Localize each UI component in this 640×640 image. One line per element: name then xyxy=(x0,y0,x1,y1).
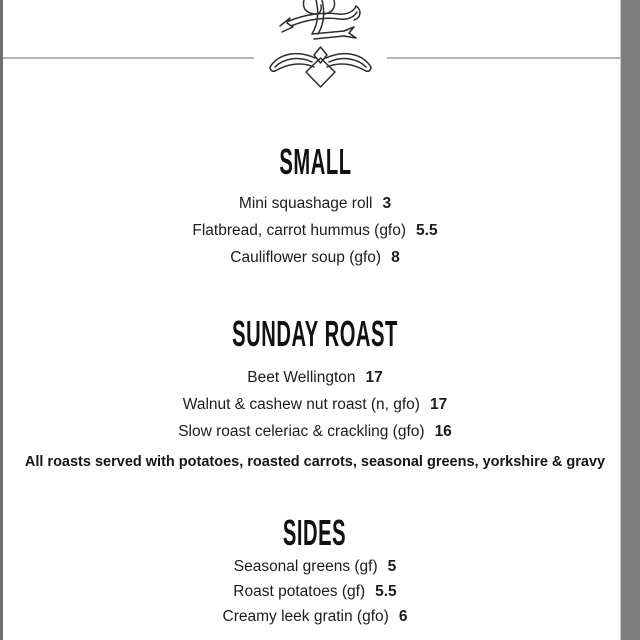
item-price: 16 xyxy=(434,423,452,440)
winged-diamond-icon xyxy=(269,46,372,88)
item-price: 3 xyxy=(382,195,392,212)
item-name: Creamy leek gratin (gfo) xyxy=(222,608,389,625)
menu-item xyxy=(0,217,630,244)
menu-item xyxy=(0,418,630,445)
item-name: Beet Wellington xyxy=(247,369,356,386)
item-name: Mini squashage roll xyxy=(238,195,373,212)
item-name: Roast potatoes (gf) xyxy=(233,583,366,600)
item-name: Slow roast celeriac & crackling (gfo) xyxy=(178,423,425,440)
menu-item xyxy=(0,604,630,629)
roast-note: All roasts served with potatoes, roasted carrots, seasonal greens, yorkshire & gravy xyxy=(24,454,606,470)
section-title: SMALL xyxy=(278,141,352,182)
section-title: SIDES xyxy=(283,512,347,553)
item-price: 5 xyxy=(387,558,397,575)
section-items-sides xyxy=(0,554,630,629)
header-divider-right xyxy=(387,57,621,59)
section-items-sunday-roast xyxy=(0,364,630,445)
item-price: 17 xyxy=(429,396,448,413)
item-name: Seasonal greens (gf) xyxy=(233,558,378,575)
item-price: 5.5 xyxy=(416,222,438,239)
section-heading-sides xyxy=(0,512,630,553)
header-divider-left xyxy=(3,57,254,59)
section-items-small xyxy=(0,190,630,271)
menu-item xyxy=(0,364,630,391)
item-price: 17 xyxy=(365,369,383,386)
section-heading-small xyxy=(0,141,630,182)
section-title: SUNDAY ROAST xyxy=(232,313,398,354)
menu-item xyxy=(0,554,630,579)
section-heading-sunday-roast xyxy=(0,313,630,354)
item-price: 5.5 xyxy=(375,583,397,600)
item-name: Flatbread, carrot hummus (gfo) xyxy=(192,222,407,239)
item-price: 6 xyxy=(398,608,408,625)
menu-item xyxy=(0,391,630,418)
item-price: 8 xyxy=(391,249,400,266)
menu-item xyxy=(0,244,630,271)
menu-item xyxy=(0,579,630,604)
item-name: Walnut & cashew nut roast (n, gfo) xyxy=(182,396,420,413)
item-name: Cauliflower soup (gfo) xyxy=(230,249,382,266)
menu-item xyxy=(0,190,630,217)
monogram-logo-icon xyxy=(276,0,366,44)
